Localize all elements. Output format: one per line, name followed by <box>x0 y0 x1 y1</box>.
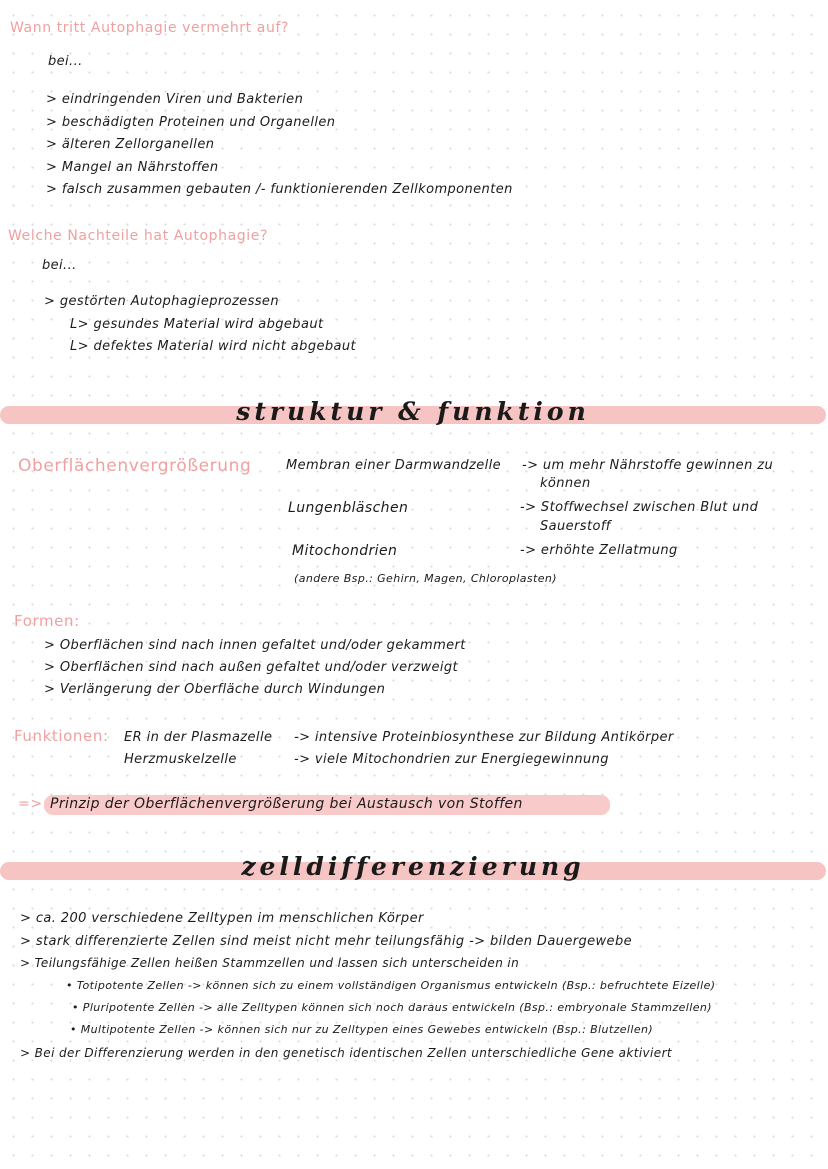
list-item: > Teilungsfähige Zellen heißen Stammzellen und lassen sich unterscheiden in <box>20 956 520 970</box>
list-item: > Oberflächen sind nach außen gefaltet und/oder verzweigt <box>44 660 459 675</box>
function-label: ER in der Plasmazelle <box>124 730 273 745</box>
example-result-cont: Sauerstoff <box>540 519 611 534</box>
function-result: -> intensive Proteinbiosynthese zur Bildung Antikörper <box>294 730 674 745</box>
list-item: > Verlängerung der Oberfläche durch Windungen <box>44 682 386 697</box>
list-item: > beschädigten Proteinen und Organellen <box>46 115 336 130</box>
heading-formen: Formen: <box>14 612 80 630</box>
list-item: > Bei der Differenzierung werden in den genetisch identischen Zellen unterschiedliche Gene aktiviert <box>20 1046 673 1060</box>
example-label: Mitochondrien <box>292 543 398 559</box>
question-autophagie-nachteile: Welche Nachteile hat Autophagie? <box>8 228 268 244</box>
list-item: > stark differenzierte Zellen sind meist nicht mehr teilungsfähig -> bilden Dauergewebe <box>20 934 632 949</box>
prinzip-text: Prinzip der Oberflächenvergrößerung bei Austausch von Stoffen <box>50 796 523 812</box>
intro-bei: bei... <box>42 258 77 273</box>
list-subitem: L> gesundes Material wird abgebaut <box>70 317 324 332</box>
section-title-struktur: struktur & funktion <box>236 397 590 426</box>
example-result: -> um mehr Nährstoffe gewinnen zu <box>522 458 774 473</box>
heading-funktionen: Funktionen: <box>14 727 109 745</box>
example-result: -> Stoffwechsel zwischen Blut und <box>520 500 759 515</box>
list-item: > Oberflächen sind nach innen gefaltet und/oder gekammert <box>44 638 466 653</box>
list-subitem: L> defektes Material wird nicht abgebaut <box>70 339 357 354</box>
list-item: > gestörten Autophagieprozessen <box>44 294 279 309</box>
question-autophagie-wann: Wann tritt Autophagie vermehrt auf? <box>10 20 290 36</box>
bullet-item: • Pluripotente Zellen -> alle Zelltypen können sich noch daraus entwickeln (Bsp.: embryonale Stammzellen) <box>72 1001 712 1014</box>
function-label: Herzmuskelzelle <box>124 752 237 767</box>
example-result: -> erhöhte Zellatmung <box>520 543 678 558</box>
list-item: > Mangel an Nährstoffen <box>46 160 219 175</box>
intro-bei: bei... <box>48 54 83 69</box>
bullet-item: • Multipotente Zellen -> können sich nur zu Zelltypen eines Gewebes entwickeln (Bsp.: Blutzellen) <box>70 1023 654 1036</box>
example-label: Membran einer Darmwandzelle <box>286 458 502 473</box>
list-item: > ca. 200 verschiedene Zelltypen im menschlichen Körper <box>20 911 424 926</box>
example-label: Lungenbläschen <box>288 500 409 516</box>
example-note: (andere Bsp.: Gehirn, Magen, Chloroplasten) <box>294 572 557 585</box>
arrow-prinzip: => <box>18 796 43 812</box>
heading-oberflaeche: Oberflächenvergrößerung <box>18 456 252 476</box>
section-title-zelldifferenzierung: zelldifferenzierung <box>241 852 585 881</box>
bullet-item: • Totipotente Zellen -> können sich zu einem vollständigen Organismus entwickeln (Bsp.: befruchtete Eizelle) <box>66 979 716 992</box>
list-item: > falsch zusammen gebauten /- funktionierenden Zellkomponenten <box>46 182 513 197</box>
list-item: > eindringenden Viren und Bakterien <box>46 92 304 107</box>
list-item: > älteren Zellorganellen <box>46 137 215 152</box>
example-result-cont: können <box>540 476 591 491</box>
function-result: -> viele Mitochondrien zur Energiegewinnung <box>294 752 609 767</box>
